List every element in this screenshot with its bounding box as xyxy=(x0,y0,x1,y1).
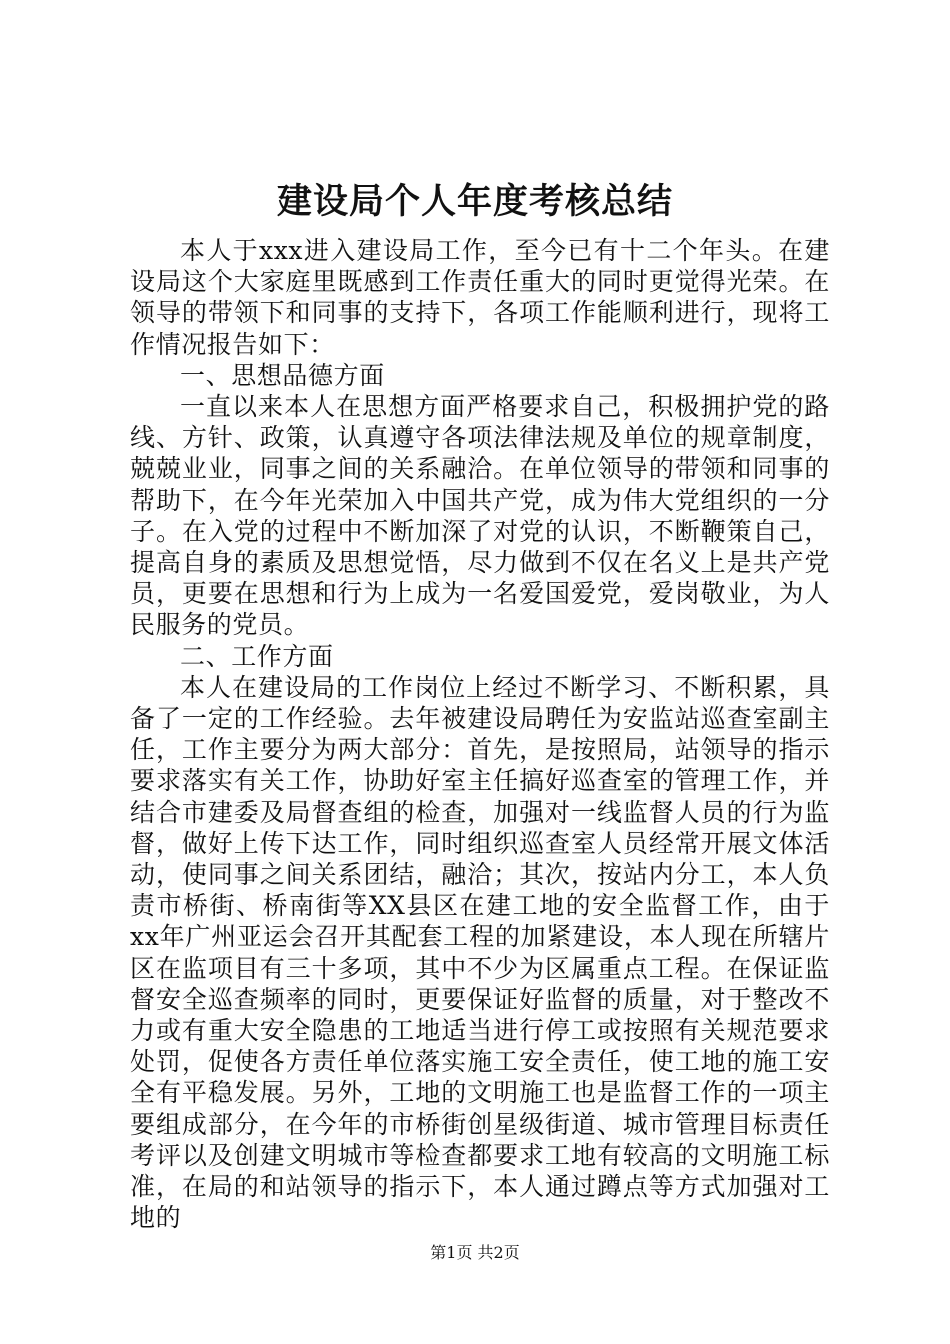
document-title: 建设局个人年度考核总结 xyxy=(276,181,673,222)
page-footer: 第1页 共2页 xyxy=(430,1243,520,1262)
section-heading-ideology: 一、思想品德方面 xyxy=(180,360,385,390)
section-heading-work: 二、工作方面 xyxy=(180,641,334,671)
document-body xyxy=(130,235,830,1234)
work-paragraph: 本人在建设局的工作岗位上经过不断学习、不断积累，具备了一定的工作经验。去年被建设局聘任为安监站巡查室副主任，工作主要分为两大部分：首先，是按照局，站领导的指示要求落实有关工作，协助好室主任搞好巡查室的管理工作，并结合市建委及局督查组的检查，加强对一线监督人员的行为监督，做好上传下达工作，同时组织巡查室人员经常开展文体活动，使同事之间关系团结，融洽；其次，按站内分工，本人负责市桥街、桥南街等XX县区在建工地的安全监督工作，由于xx年广州亚运会召开其配套工程的加紧建设，本人现在所辖片区在监项目有三十多项，其中不少为区属重点工程。在保证监督安全巡查频率的同时，更要保证好监督的质量，对于整改不力或有重大安全隐患的工地适当进行停工或按照有关规范要求处罚，促使各方责任单位落实施工安全责任，使工地的施工安全有平稳发展。另外，工地的文明施工也是监督工作的一项主要组成部分，在今年的市桥街创星级街道、城市管理目标责任考评以及创建文明城市等检查都要求工地有较高的文明施工标准，在局的和站领导的指示下，本人通过蹲点等方式加强对工地的 xyxy=(130,672,830,1233)
ideology-paragraph: 一直以来本人在思想方面严格要求自己，积极拥护党的路线、方针、政策，认真遵守各项法律法规及单位的规章制度，兢兢业业，同事之间的关系融洽。在单位领导的带领和同事的帮助下，在今年光荣加入中国共产党，成为伟大党组织的一分子。在入党的过程中不断加深了对党的认识，不断鞭策自己，提高自身的素质及思想觉悟，尽力做到不仅在名义上是共产党员，更要在思想和行为上成为一名爱国爱党，爱岗敬业，为人民服务的党员。 xyxy=(130,392,830,640)
intro-paragraph: 本人于xxx进入建设局工作，至今已有十二个年头。在建设局这个大家庭里既感到工作责任重大的同时更觉得光荣。在领导的带领下和同事的支持下，各项工作能顺利进行，现将工作情况报告如下： xyxy=(130,236,830,359)
